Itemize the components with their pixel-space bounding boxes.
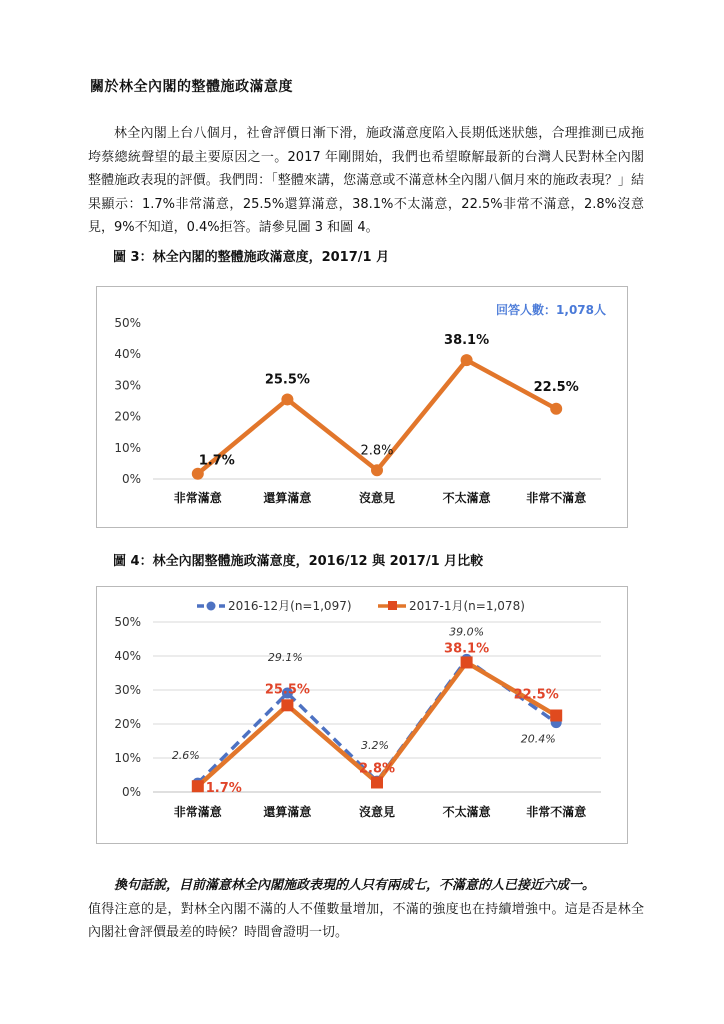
figure-3-chart — [96, 286, 628, 528]
figure-4-svg — [97, 587, 627, 843]
y-tick-label: 10% — [114, 440, 141, 455]
x-tick-label: 不太滿意 — [442, 805, 491, 819]
y-tick-label: 0% — [121, 472, 141, 486]
data-point-2017-1 — [371, 776, 383, 788]
data-point — [550, 403, 562, 415]
y-tick-label: 30% — [114, 683, 141, 697]
intro-paragraph: 林全內閣上台八個月，社會評價日漸下滑，施政滿意度陷入長期低迷狀態，合理推測已成拖垮蔡總統聲望的最主要原因之一。2017 年剛開始，我們也希望瞭解最新的台灣人民對林全內閣整體施政表現的評價。我們問：「整體來講，您滿意或不滿意林全內閣八個月來的施政表現？」結果顯示：1.7%非常滿意，25.5%還算滿意，38.1%不太滿意，22.5%非常不滿意，2.8%沒意見，9%不知道，0.4%拒答。請參見圖 3 和圖 4。 — [88, 126, 644, 235]
conclusion-emphasis: 換句話說，目前滿意林全內閣施政表現的人只有兩成七，不滿意的人已接近六成一。 — [114, 878, 596, 893]
y-tick-label: 40% — [114, 649, 141, 663]
y-tick-label: 50% — [114, 615, 141, 629]
x-tick-label: 還算滿意 — [263, 805, 312, 819]
data-point-2017-1 — [461, 656, 473, 668]
data-point-2017-1 — [192, 780, 204, 792]
data-label-2017-1: 1.7% — [205, 781, 242, 797]
figure-3-svg — [97, 287, 627, 527]
legend-label-2017-1: 2017-1月(n=1,078) — [409, 599, 525, 613]
respondent-count-note: 回答人數：1,078人 — [496, 303, 606, 317]
x-tick-label: 非常滿意 — [173, 491, 222, 505]
y-tick-label: 10% — [114, 751, 141, 765]
x-tick-label: 沒意見 — [358, 805, 396, 819]
data-label-2017-1: 2.8% — [358, 761, 396, 777]
legend-marker-2017-1 — [388, 601, 397, 610]
figure-4-caption: 圖 4：林全內閣整體施政滿意度，2016/12 與 2017/1 月比較 — [113, 554, 484, 569]
figure-4-chart — [96, 586, 628, 844]
y-tick-label: 40% — [114, 347, 141, 362]
section-heading: 關於林全內閣的整體施政滿意度 — [90, 79, 293, 95]
data-label-2017-1: 22.5% — [513, 687, 559, 703]
x-tick-label: 還算滿意 — [263, 491, 312, 505]
x-tick-label: 非常不滿意 — [526, 491, 587, 505]
x-tick-label: 非常滿意 — [173, 805, 222, 819]
data-point — [281, 393, 293, 405]
data-label: 2.8% — [360, 443, 394, 459]
figure-3-caption: 圖 3：林全內閣的整體施政滿意度，2017/1 月 — [113, 250, 390, 265]
data-label: 25.5% — [264, 372, 310, 388]
y-tick-label: 30% — [114, 378, 141, 393]
data-label-2016-12: 29.1% — [267, 651, 303, 665]
y-tick-label: 20% — [114, 409, 141, 424]
data-point — [461, 354, 473, 366]
data-label-2016-12: 39.0% — [449, 625, 485, 639]
legend-label-2016-12: 2016-12月(n=1,097) — [228, 599, 352, 613]
data-point — [192, 468, 204, 480]
y-tick-label: 0% — [121, 785, 141, 799]
legend-marker-2016-12 — [207, 602, 216, 611]
data-label-2016-12: 2.6% — [171, 749, 200, 763]
data-label-2017-1: 38.1% — [444, 641, 490, 657]
data-label: 38.1% — [444, 333, 490, 349]
x-tick-label: 沒意見 — [358, 491, 396, 505]
data-label-2016-12: 20.4% — [520, 732, 556, 746]
y-tick-label: 50% — [114, 316, 141, 330]
data-point-2017-1 — [281, 699, 293, 711]
x-tick-label: 不太滿意 — [442, 491, 491, 505]
data-point — [371, 464, 383, 476]
data-label-2016-12: 3.2% — [361, 739, 389, 753]
y-tick-label: 20% — [114, 717, 141, 731]
conclusion-text: 值得注意的是，對林全內閣不滿的人不僅數量增加，不滿的強度也在持續增強中。這是否是林全內閣社會評價最差的時候？時間會證明一切。 — [88, 901, 644, 940]
conclusion-paragraph — [88, 874, 644, 945]
data-point-2017-1 — [550, 710, 562, 722]
data-label: 22.5% — [533, 379, 579, 395]
data-label: 1.7% — [198, 453, 235, 469]
data-label-2017-1: 25.5% — [264, 682, 310, 698]
x-tick-label: 非常不滿意 — [526, 805, 587, 819]
